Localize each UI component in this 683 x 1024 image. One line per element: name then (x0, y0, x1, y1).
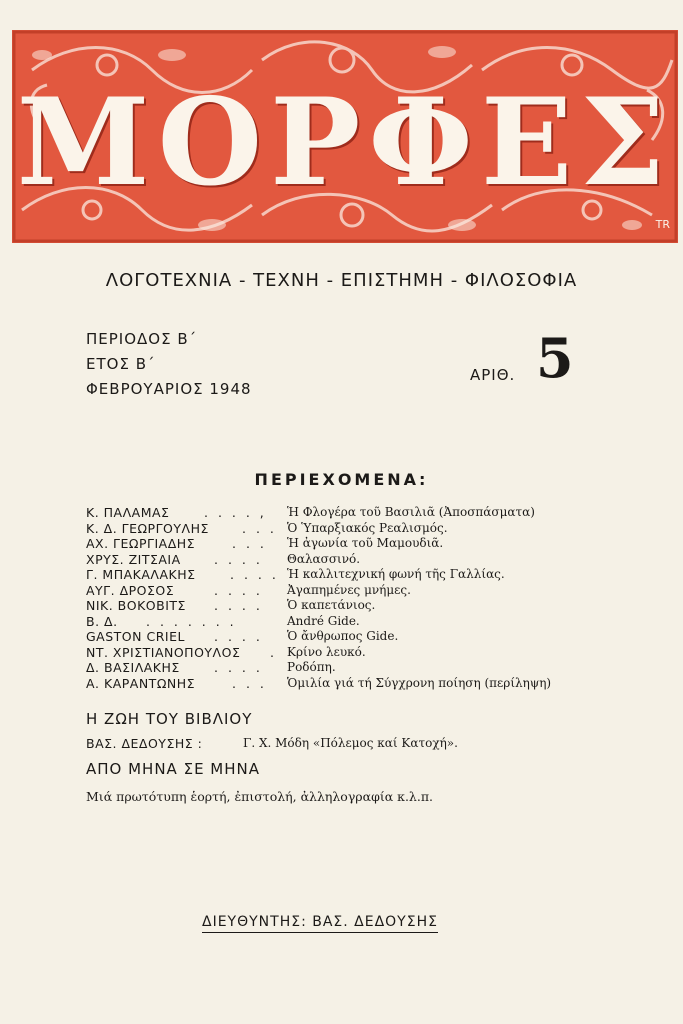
toc-leader-dots: . . . (232, 675, 267, 691)
toc-title: Ἀγαπημένες μνήμες. (287, 582, 411, 597)
issue-year: ΕΤΟΣ Β΄ (86, 355, 156, 373)
toc-leader-dots: . . . . (214, 629, 263, 644)
toc-entry (86, 645, 606, 661)
toc-author: ΝΙΚ. ΒΟΚΟΒΙΤΣ (86, 598, 186, 613)
toc-entry (86, 583, 606, 599)
toc-leader-dots: . . . . . . . (146, 613, 237, 629)
director-line: ΔΙΕΥΘΥΝΤΗΣ: ΒΑΣ. ΔΕΔΟΥΣΗΣ (202, 914, 438, 933)
toc-title: Ροδόπη. (287, 660, 336, 674)
toc-entry (86, 567, 606, 583)
toc-title: Θαλασσινό. (287, 551, 361, 566)
issue-number: 5 (536, 326, 574, 390)
subtitle: ΛΟΓΟΤΕΧΝΙΑ - ΤΕΧΝΗ - ΕΠΙΣΤΗΜΗ - ΦΙΛΟΣΟΦΙΑ (105, 270, 578, 291)
toc-author: Κ. Δ. ΓΕΩΡΓΟΥΛΗΣ (86, 520, 209, 536)
toc-entry (86, 614, 606, 630)
toc-entry (86, 552, 606, 568)
toc-leader-dots: . . . . , (204, 505, 267, 520)
masthead-banner (12, 30, 678, 243)
review-author: ΒΑΣ. ΔΕΔΟΥΣΗΣ : (86, 736, 203, 751)
toc-leader-dots: . . . . (214, 660, 263, 675)
toc-title: Ὁμιλία γιά τή Σύγχρονη ποίηση (περίληψη) (287, 675, 552, 690)
toc-title: Ὁ Ὑπαρξιακός Ρεαλισμός. (287, 520, 448, 535)
review-text: Γ. Χ. Μόδη «Πόλεμος καί Κατοχή». (243, 736, 458, 750)
contents-heading: ΠΕΡΙΕΧΟΜΕΝΑ: (254, 470, 429, 489)
toc-author: Γ. ΜΠΑΚΑΛΑΚΗΣ (86, 567, 196, 582)
toc-entry (86, 505, 606, 521)
toc-title: Ἡ Φλογέρα τοῦ Βασιλιᾶ (Ἀποσπάσματα) (287, 505, 535, 519)
toc-title: Κρίνο λευκό. (287, 644, 366, 659)
toc-author: ΑΥΓ. ΔΡΟΣΟΣ (86, 582, 175, 598)
toc-title: André Gide. (287, 613, 360, 628)
toc-title: Ὁ ἄνθρωπος Gide. (287, 629, 399, 643)
toc-author: ΝΤ. ΧΡΙΣΤΙΑΝΟΠΟΥΛΟΣ (86, 644, 241, 660)
toc-author: Κ. ΠΑΛΑΜΑΣ (86, 505, 170, 520)
toc-leader-dots: . . . (242, 520, 277, 536)
toc-entry (86, 536, 606, 552)
toc-author: GASTON CRIEL (86, 629, 185, 644)
toc-author: ΑΧ. ΓΕΩΡΓΙΑΔΗΣ (86, 536, 196, 551)
toc-entry (86, 598, 606, 614)
month-to-month-text: Μιά πρωτότυπη ἑορτή, ἐπιστολή, ἀλληλογραφία κ.λ.π. (86, 789, 434, 804)
table-of-contents (86, 505, 606, 691)
toc-entry (86, 521, 606, 537)
toc-leader-dots: . . . (232, 536, 267, 551)
magazine-title: ΜΟΡΦΕΣ (16, 72, 674, 213)
toc-leader-dots: . . . . (230, 567, 279, 582)
issue-number-label: ΑΡΙΘ. (470, 366, 516, 384)
toc-title: Ἡ ἀγωνία τοῦ Μαμουδιᾶ. (287, 536, 444, 550)
toc-leader-dots: . . . . (214, 598, 263, 613)
toc-entry (86, 629, 606, 645)
trademark-mark: TR (655, 218, 670, 231)
toc-entry (86, 676, 606, 692)
month-to-month-heading: ΑΠΟ ΜΗΝΑ ΣΕ ΜΗΝΑ (86, 760, 261, 778)
toc-author: Β. Δ. (86, 613, 118, 629)
toc-title: Ἡ καλλιτεχνική φωνή τῆς Γαλλίας. (287, 567, 505, 581)
toc-entry (86, 660, 606, 676)
toc-title: Ὁ καπετάνιος. (287, 598, 376, 612)
toc-leader-dots: . (270, 644, 277, 660)
toc-author: Α. ΚΑΡΑΝΤΩΝΗΣ (86, 675, 196, 691)
issue-period: ΠΕΡΙΟΔΟΣ Β΄ (86, 330, 198, 348)
book-life-heading: Η ΖΩΗ ΤΟΥ ΒΙΒΛΙΟΥ (86, 710, 253, 728)
toc-author: ΧΡΥΣ. ΖΙΤΣΑΙΑ (86, 551, 181, 567)
toc-leader-dots: . . . . (214, 582, 263, 598)
toc-author: Δ. ΒΑΣΙΛΑΚΗΣ (86, 660, 180, 675)
issue-date: ΦΕΒΡΟΥΑΡΙΟΣ 1948 (86, 380, 252, 398)
toc-leader-dots: . . . . (214, 551, 263, 567)
